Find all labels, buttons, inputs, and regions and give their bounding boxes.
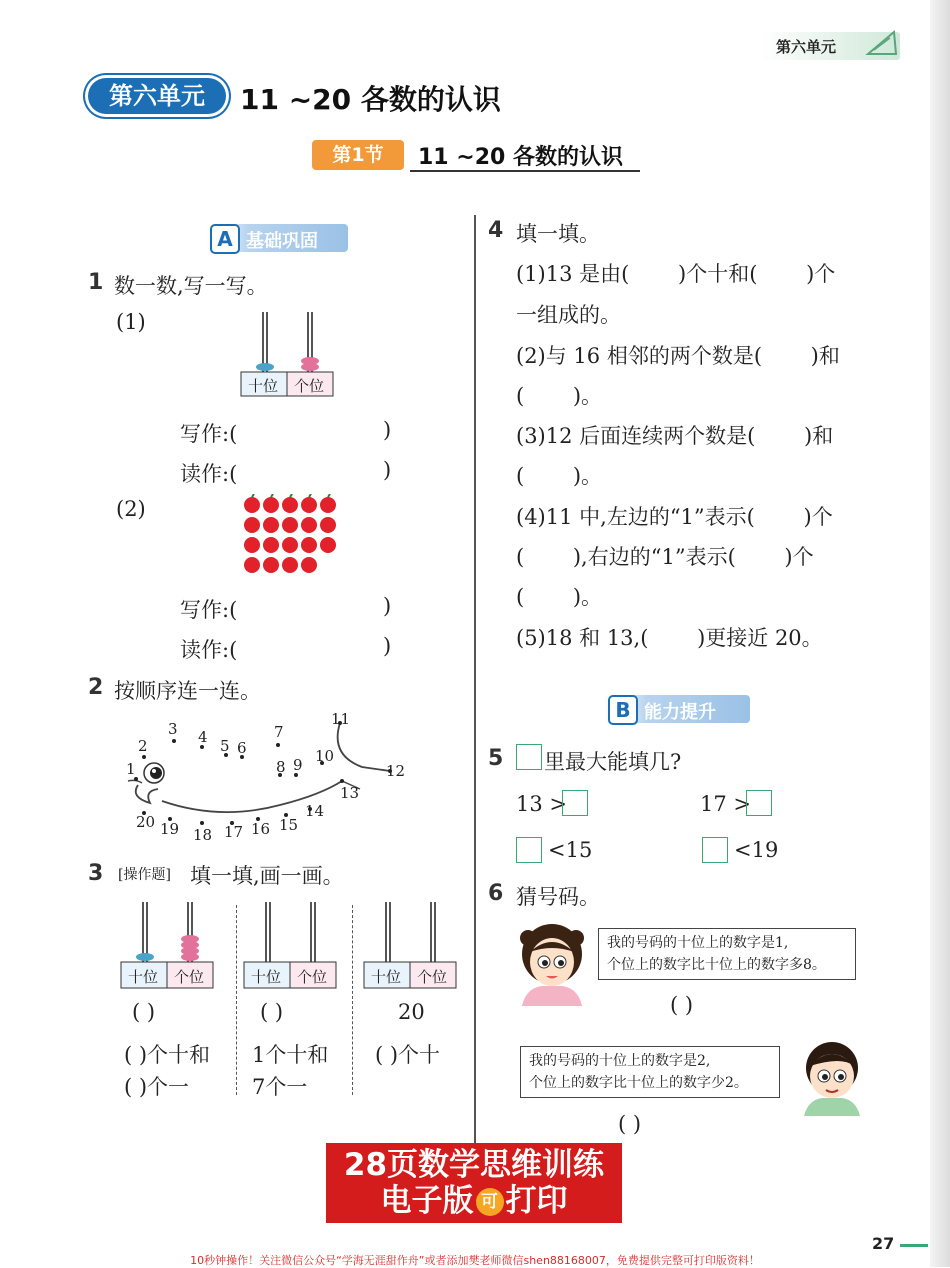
q2-number: 2 xyxy=(88,675,104,700)
part-a-label: 基础巩固 xyxy=(246,231,318,252)
q2-text: 按顺序连一连。 xyxy=(114,679,261,703)
section-underline xyxy=(410,170,640,172)
part-b-label: 能力提升 xyxy=(644,702,716,723)
boy-speech-bubble xyxy=(520,1046,780,1098)
q5-item-b-label: 17 > xyxy=(700,792,751,816)
dot-label: 18 xyxy=(193,826,213,844)
dot-label: 13 xyxy=(340,784,360,802)
girl-speech-line1: 我的号码的十位上的数字是1, xyxy=(607,935,789,951)
abacus-3a-ones-label: 个位 xyxy=(174,968,205,986)
q3-col3-line1[interactable]: ( )个十 xyxy=(375,1043,441,1067)
dot-label: 12 xyxy=(386,762,406,780)
q1-part1-write-close[interactable]: ) xyxy=(383,418,392,442)
dot-label: 11 xyxy=(331,710,351,728)
q4-line[interactable]: ( ),右边的“1”表示( )个 xyxy=(516,545,814,569)
q1-part2-write: 写作:( xyxy=(180,598,238,622)
boy-avatar xyxy=(792,1036,872,1116)
abacus-3b-tens-label: 十位 xyxy=(251,968,282,986)
page-number-rule xyxy=(900,1244,928,1247)
column-divider xyxy=(474,215,476,1145)
q4-line[interactable]: (4)11 中,左边的“1”表示( )个 xyxy=(516,505,833,529)
q1-part1-label: (1) xyxy=(116,310,146,334)
dot-label: 9 xyxy=(293,756,303,774)
q1-text: 数一数,写一写。 xyxy=(114,274,268,298)
q5-item-d-box[interactable] xyxy=(702,837,728,863)
page-number: 27 xyxy=(872,1234,895,1253)
q1-part1-write: 写作:( xyxy=(180,422,238,446)
dot-label: 1 xyxy=(126,760,136,778)
q3-text: 填一填,画一画。 xyxy=(190,864,344,888)
boy-speech-line1: 我的号码的十位上的数字是2, xyxy=(529,1053,711,1069)
girl-speech-line2: 个位上的数字比十位上的数字多8。 xyxy=(607,957,826,973)
q3-col2-line2: 7个一 xyxy=(252,1075,308,1099)
abacus-3c-tens-label: 十位 xyxy=(371,968,402,986)
q4-line[interactable]: (2)与 16 相邻的两个数是( )和 xyxy=(516,344,840,368)
dot-label: 10 xyxy=(315,747,335,765)
dot-label: 15 xyxy=(279,816,299,834)
q4-text: 填一填。 xyxy=(516,222,600,246)
q6-text: 猜号码。 xyxy=(516,885,600,909)
dot-label: 5 xyxy=(220,737,230,755)
promo-line2-b: 打印 xyxy=(505,1183,568,1219)
promo-line2 xyxy=(326,1183,622,1219)
promo-banner xyxy=(326,1143,622,1223)
q1-part2-read: 读作:( xyxy=(180,638,238,662)
part-a-letter: A xyxy=(210,224,240,254)
dot-label: 4 xyxy=(198,728,208,746)
q6-number: 6 xyxy=(488,881,504,906)
header-tab-label: 第六单元 xyxy=(776,38,837,56)
q5-item-a-box[interactable] xyxy=(562,790,588,816)
page-edge xyxy=(930,0,950,1267)
q3-col1-blank[interactable]: ( ) xyxy=(132,1000,156,1024)
q5-item-c-label: <15 xyxy=(548,838,593,862)
dot-label: 16 xyxy=(251,820,271,838)
apples-grid xyxy=(240,494,340,578)
girl-avatar xyxy=(512,918,592,1008)
q3-separator xyxy=(352,905,353,1095)
dot-label: 7 xyxy=(274,723,284,741)
boy-speech-line2: 个位上的数字比十位上的数字少2。 xyxy=(529,1075,748,1091)
q4-line[interactable]: (3)12 后面连续两个数是( )和 xyxy=(516,424,834,448)
q1-part2-label: (2) xyxy=(116,497,146,521)
unit-badge: 第六单元 xyxy=(88,78,226,114)
unit-title: 11 ~20 各数的认识 xyxy=(240,83,501,116)
girl-speech-bubble xyxy=(598,928,856,980)
q4-line: 一组成的。 xyxy=(516,303,621,327)
q5-item-d-label: <19 xyxy=(734,838,779,862)
abacus-1-ones-label: 个位 xyxy=(294,377,325,395)
q1-part1-read: 读作:( xyxy=(180,462,238,486)
part-b-letter: B xyxy=(608,695,638,725)
abacus-3b-ones-label: 个位 xyxy=(297,968,328,986)
q4-line[interactable]: ( )。 xyxy=(516,585,603,609)
q5-item-a-label: 13 > xyxy=(516,792,567,816)
q5-number: 5 xyxy=(488,746,504,771)
dot-label: 20 xyxy=(136,813,156,831)
dot-label: 6 xyxy=(237,739,247,757)
dot-label: 17 xyxy=(224,823,244,841)
abacus-3a-tens-label: 十位 xyxy=(128,968,159,986)
q3-col1-line1[interactable]: ( )个十和 xyxy=(124,1043,211,1067)
dot-label: 14 xyxy=(305,802,325,820)
abacus-3c-ones-label: 个位 xyxy=(417,968,448,986)
section-title: 11 ~20 各数的认识 xyxy=(418,145,623,170)
q3-col3-value: 20 xyxy=(398,1000,425,1024)
part-b-badge xyxy=(604,695,750,723)
ruler-icon xyxy=(864,28,900,56)
promo-line1: 28页数学思维训练 xyxy=(343,1147,605,1183)
footer-note: 10秒钟操作！关注微信公众号“学海无涯甜作舟”或者添加樊老师微信shen88168007，免费提供完整可打印版资料！ xyxy=(190,1254,760,1267)
q5-square-icon xyxy=(516,744,542,770)
dot-label: 2 xyxy=(138,737,148,755)
q3-col2-line1: 1个十和 xyxy=(252,1043,329,1067)
dot-label: 8 xyxy=(276,758,286,776)
q6-answer-2[interactable]: ( ) xyxy=(618,1112,642,1136)
dot-label: 19 xyxy=(160,820,180,838)
q1-part2-write-close[interactable]: ) xyxy=(383,594,392,618)
q3-separator xyxy=(236,905,237,1095)
q1-number: 1 xyxy=(88,270,104,295)
q4-line[interactable]: (1)13 是由( )个十和( )个 xyxy=(516,262,836,286)
dot-label: 3 xyxy=(168,720,178,738)
part-a-badge xyxy=(206,224,348,252)
promo-line2-a: 电子版 xyxy=(380,1183,474,1219)
q1-part1-read-close[interactable]: ) xyxy=(383,458,392,482)
q5-item-c-box[interactable] xyxy=(516,837,542,863)
q3-col2-blank[interactable]: ( ) xyxy=(260,1000,284,1024)
q4-line[interactable]: (5)18 和 13,( )更接近 20。 xyxy=(516,626,823,650)
q3-col1-line2[interactable]: ( )个一 xyxy=(124,1075,190,1099)
q1-part2-read-close[interactable]: ) xyxy=(383,634,392,658)
q4-line[interactable]: ( )。 xyxy=(516,384,603,408)
header-tab xyxy=(760,32,900,60)
q6-answer-1[interactable]: ( ) xyxy=(670,993,694,1017)
abacus-1-tens-label: 十位 xyxy=(248,377,279,395)
q5-text: 里最大能填几? xyxy=(544,750,682,774)
q3-tag: [操作题] xyxy=(118,867,171,883)
printable-badge: 可 xyxy=(476,1188,504,1216)
q4-line[interactable]: ( )。 xyxy=(516,464,603,488)
q5-item-b-box[interactable] xyxy=(746,790,772,816)
q4-number: 4 xyxy=(488,218,504,243)
section-badge: 第1节 xyxy=(312,140,404,170)
q3-number: 3 xyxy=(88,861,104,886)
